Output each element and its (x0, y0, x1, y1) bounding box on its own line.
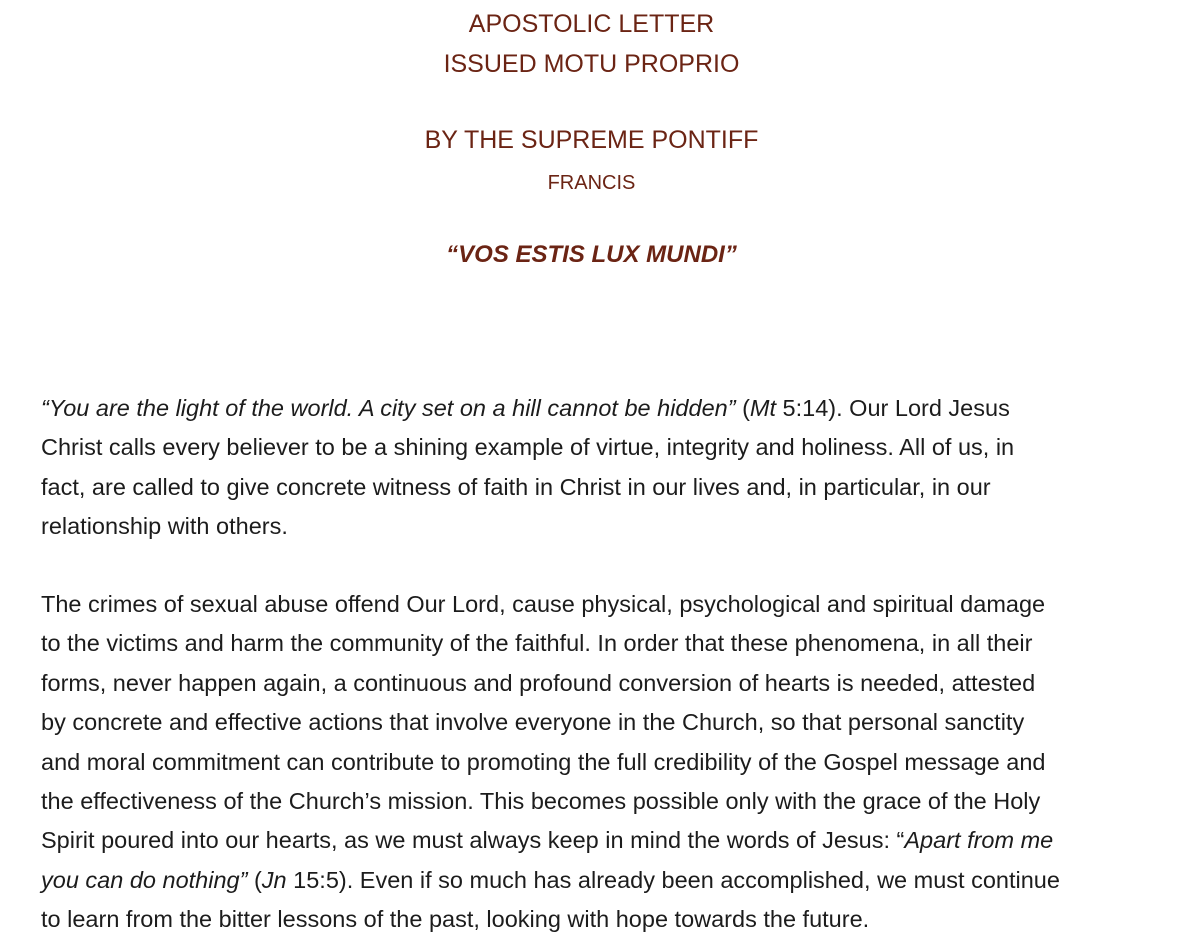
reference-open: ( (735, 395, 750, 421)
paragraph-2-line-1: The crimes of sexual abuse offend Our Lord, cause physical, psychological and spiritual damage (41, 591, 1046, 617)
paragraph-2-line-9: to learn from the bitter lessons of the past, looking with hope towards the future. (41, 906, 870, 933)
scripture-quote: “You are the light of the world. A city set on a hill cannot be hidden” (41, 395, 736, 421)
paragraph-1-line-4: relationship with others. (41, 513, 288, 540)
header-supreme-pontiff: BY THE SUPREME PONTIFF (424, 126, 759, 154)
reference-rest: 5:14). Our Lord Jesus (776, 395, 1010, 421)
paragraph-2-line-7-text: Spirit poured into our hearts, as we must always keep in mind the words of Jesus: “ (41, 827, 905, 854)
paragraph-2-line-6: the effectiveness of the Church’s mission. This becomes possible only with the grace of the Holy (41, 788, 1041, 815)
reference-book-2: Jn (261, 866, 287, 893)
reference-open-2: ( (247, 866, 262, 893)
paragraph-1-line-3: fact, are called to give concrete witness of faith in Christ in our lives and, in particular, in our (41, 473, 991, 500)
reference-rest-2: 15:5). Even if so much has already been accomplished, we must continue (286, 866, 1060, 893)
paragraph-2-line-2: to the victims and harm the community of the faithful. In order that these phenomena, in all their (41, 630, 1033, 657)
header-apostolic-letter: APOSTOLIC LETTER (468, 10, 715, 38)
paragraph-1-line-1 (41, 389, 1161, 428)
header-motu-proprio: ISSUED MOTU PROPRIO (443, 50, 740, 78)
paragraph-1-line-2: Christ calls every believer to be a shining example of virtue, integrity and holiness. All of us, in (41, 434, 1015, 461)
document-title: “VOS ESTIS LUX MUNDI” (446, 241, 737, 268)
jesus-quote-end: you can do nothing” (41, 866, 248, 893)
paragraph-2 (41, 585, 1161, 940)
header-francis: FRANCIS (547, 172, 636, 194)
paragraph-2-line-4: by concrete and effective actions that involve everyone in the Church, so that personal sanctity (41, 709, 1025, 736)
reference-book: Mt (749, 395, 777, 421)
paragraph-2-line-3: forms, never happen again, a continuous and profound conversion of hearts is needed, attested (41, 669, 1036, 696)
jesus-quote-start: Apart from me (904, 827, 1054, 854)
paragraph-2-line-7 (41, 821, 1161, 860)
paragraph-2-line-8 (41, 861, 1161, 900)
paragraph-2-line-5: and moral commitment can contribute to promoting the full credibility of the Gospel message and (41, 748, 1046, 775)
paragraph-1 (41, 389, 1161, 547)
